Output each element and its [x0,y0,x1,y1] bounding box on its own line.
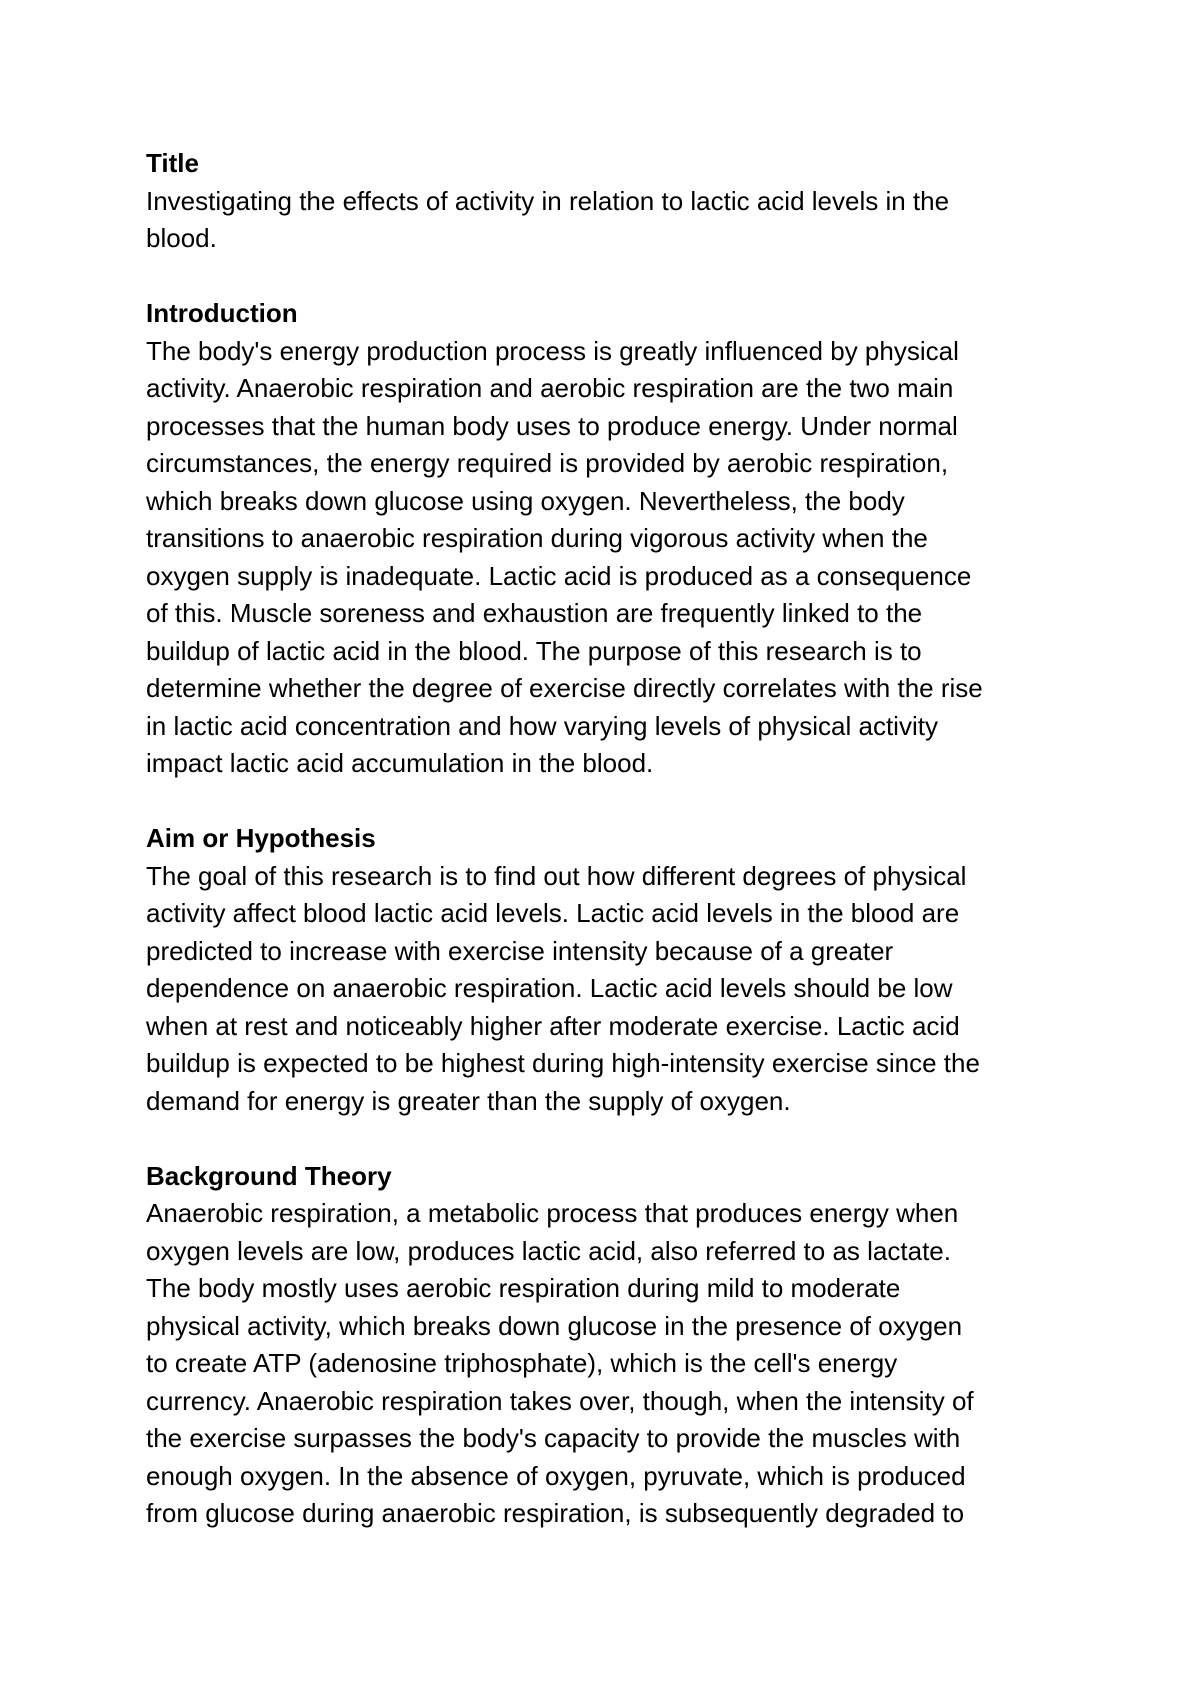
section-introduction [146,295,1100,783]
text-line: activity. Anaerobic respiration and aerobic respiration are the two main [146,373,954,403]
text-line: blood. [146,223,217,253]
text-line: enough oxygen. In the absence of oxygen, pyruvate, which is produced [146,1460,966,1491]
text-line: Anaerobic respiration, a metabolic process that produces energy when [146,1198,959,1228]
text-line: in lactic acid concentration and how varying levels of physical activity [146,710,938,741]
text-line: predicted to increase with exercise intensity because of a greater [146,935,894,966]
text-line: buildup is expected to be highest during high-intensity exercise since the [146,1048,980,1078]
text-line: The body's energy production process is greatly influenced by physical [146,335,959,366]
section-body [146,333,1100,783]
text-line: circumstances, the energy required is provided by aerobic respiration, [146,448,949,478]
text-line: demand for energy is greater than the supply of oxygen. [146,1085,791,1116]
text-line: processes that the human body uses to produce energy. Under normal [146,410,958,441]
text-line: of this. Muscle soreness and exhaustion are frequently linked to the [146,598,923,628]
text-line: to create ATP (adenosine triphosphate), which is the cell's energy [146,1348,898,1378]
text-line: the exercise surpasses the body's capacity to provide the muscles with [146,1423,961,1453]
text-line: which breaks down glucose using oxygen. Nevertheless, the body [146,485,905,516]
section-aim-or-hypothesis [146,820,1100,1120]
section-body [146,1195,1100,1533]
text-line: determine whether the degree of exercise directly correlates with the rise [146,673,983,703]
section-title [146,145,1100,258]
text-line: dependence on anaerobic respiration. Lactic acid levels should be low [146,973,953,1003]
section-body [146,183,1100,258]
section-heading: Title [146,148,199,178]
section-body [146,858,1100,1121]
section-heading: Background Theory [146,1160,392,1191]
section-background-theory [146,1158,1100,1533]
text-line: oxygen levels are low, produces lactic acid, also referred to as lactate. [146,1235,951,1266]
text-line: oxygen supply is inadequate. Lactic acid is produced as a consequence [146,560,972,591]
text-line: impact lactic acid accumulation in the blood. [146,748,654,778]
text-line: The body mostly uses aerobic respiration during mild to moderate [146,1273,901,1303]
section-heading: Aim or Hypothesis [146,823,376,853]
text-line: from glucose during anaerobic respiration, is subsequently degraded to [146,1498,965,1528]
text-line: transitions to anaerobic respiration during vigorous activity when the [146,523,928,553]
text-line: physical activity, which breaks down glucose in the presence of oxygen [146,1310,963,1341]
text-line: The goal of this research is to find out how different degrees of physical [146,860,967,891]
text-line: currency. Anaerobic respiration takes over, though, when the intensity of [146,1385,974,1416]
text-line: buildup of lactic acid in the blood. The purpose of this research is to [146,635,922,666]
text-line: Investigating the effects of activity in relation to lactic acid levels in the [146,185,950,216]
text-line: activity affect blood lactic acid levels. Lactic acid levels in the blood are [146,898,960,928]
section-heading: Introduction [146,298,298,328]
text-line: when at rest and noticeably higher after moderate exercise. Lactic acid [146,1010,960,1041]
